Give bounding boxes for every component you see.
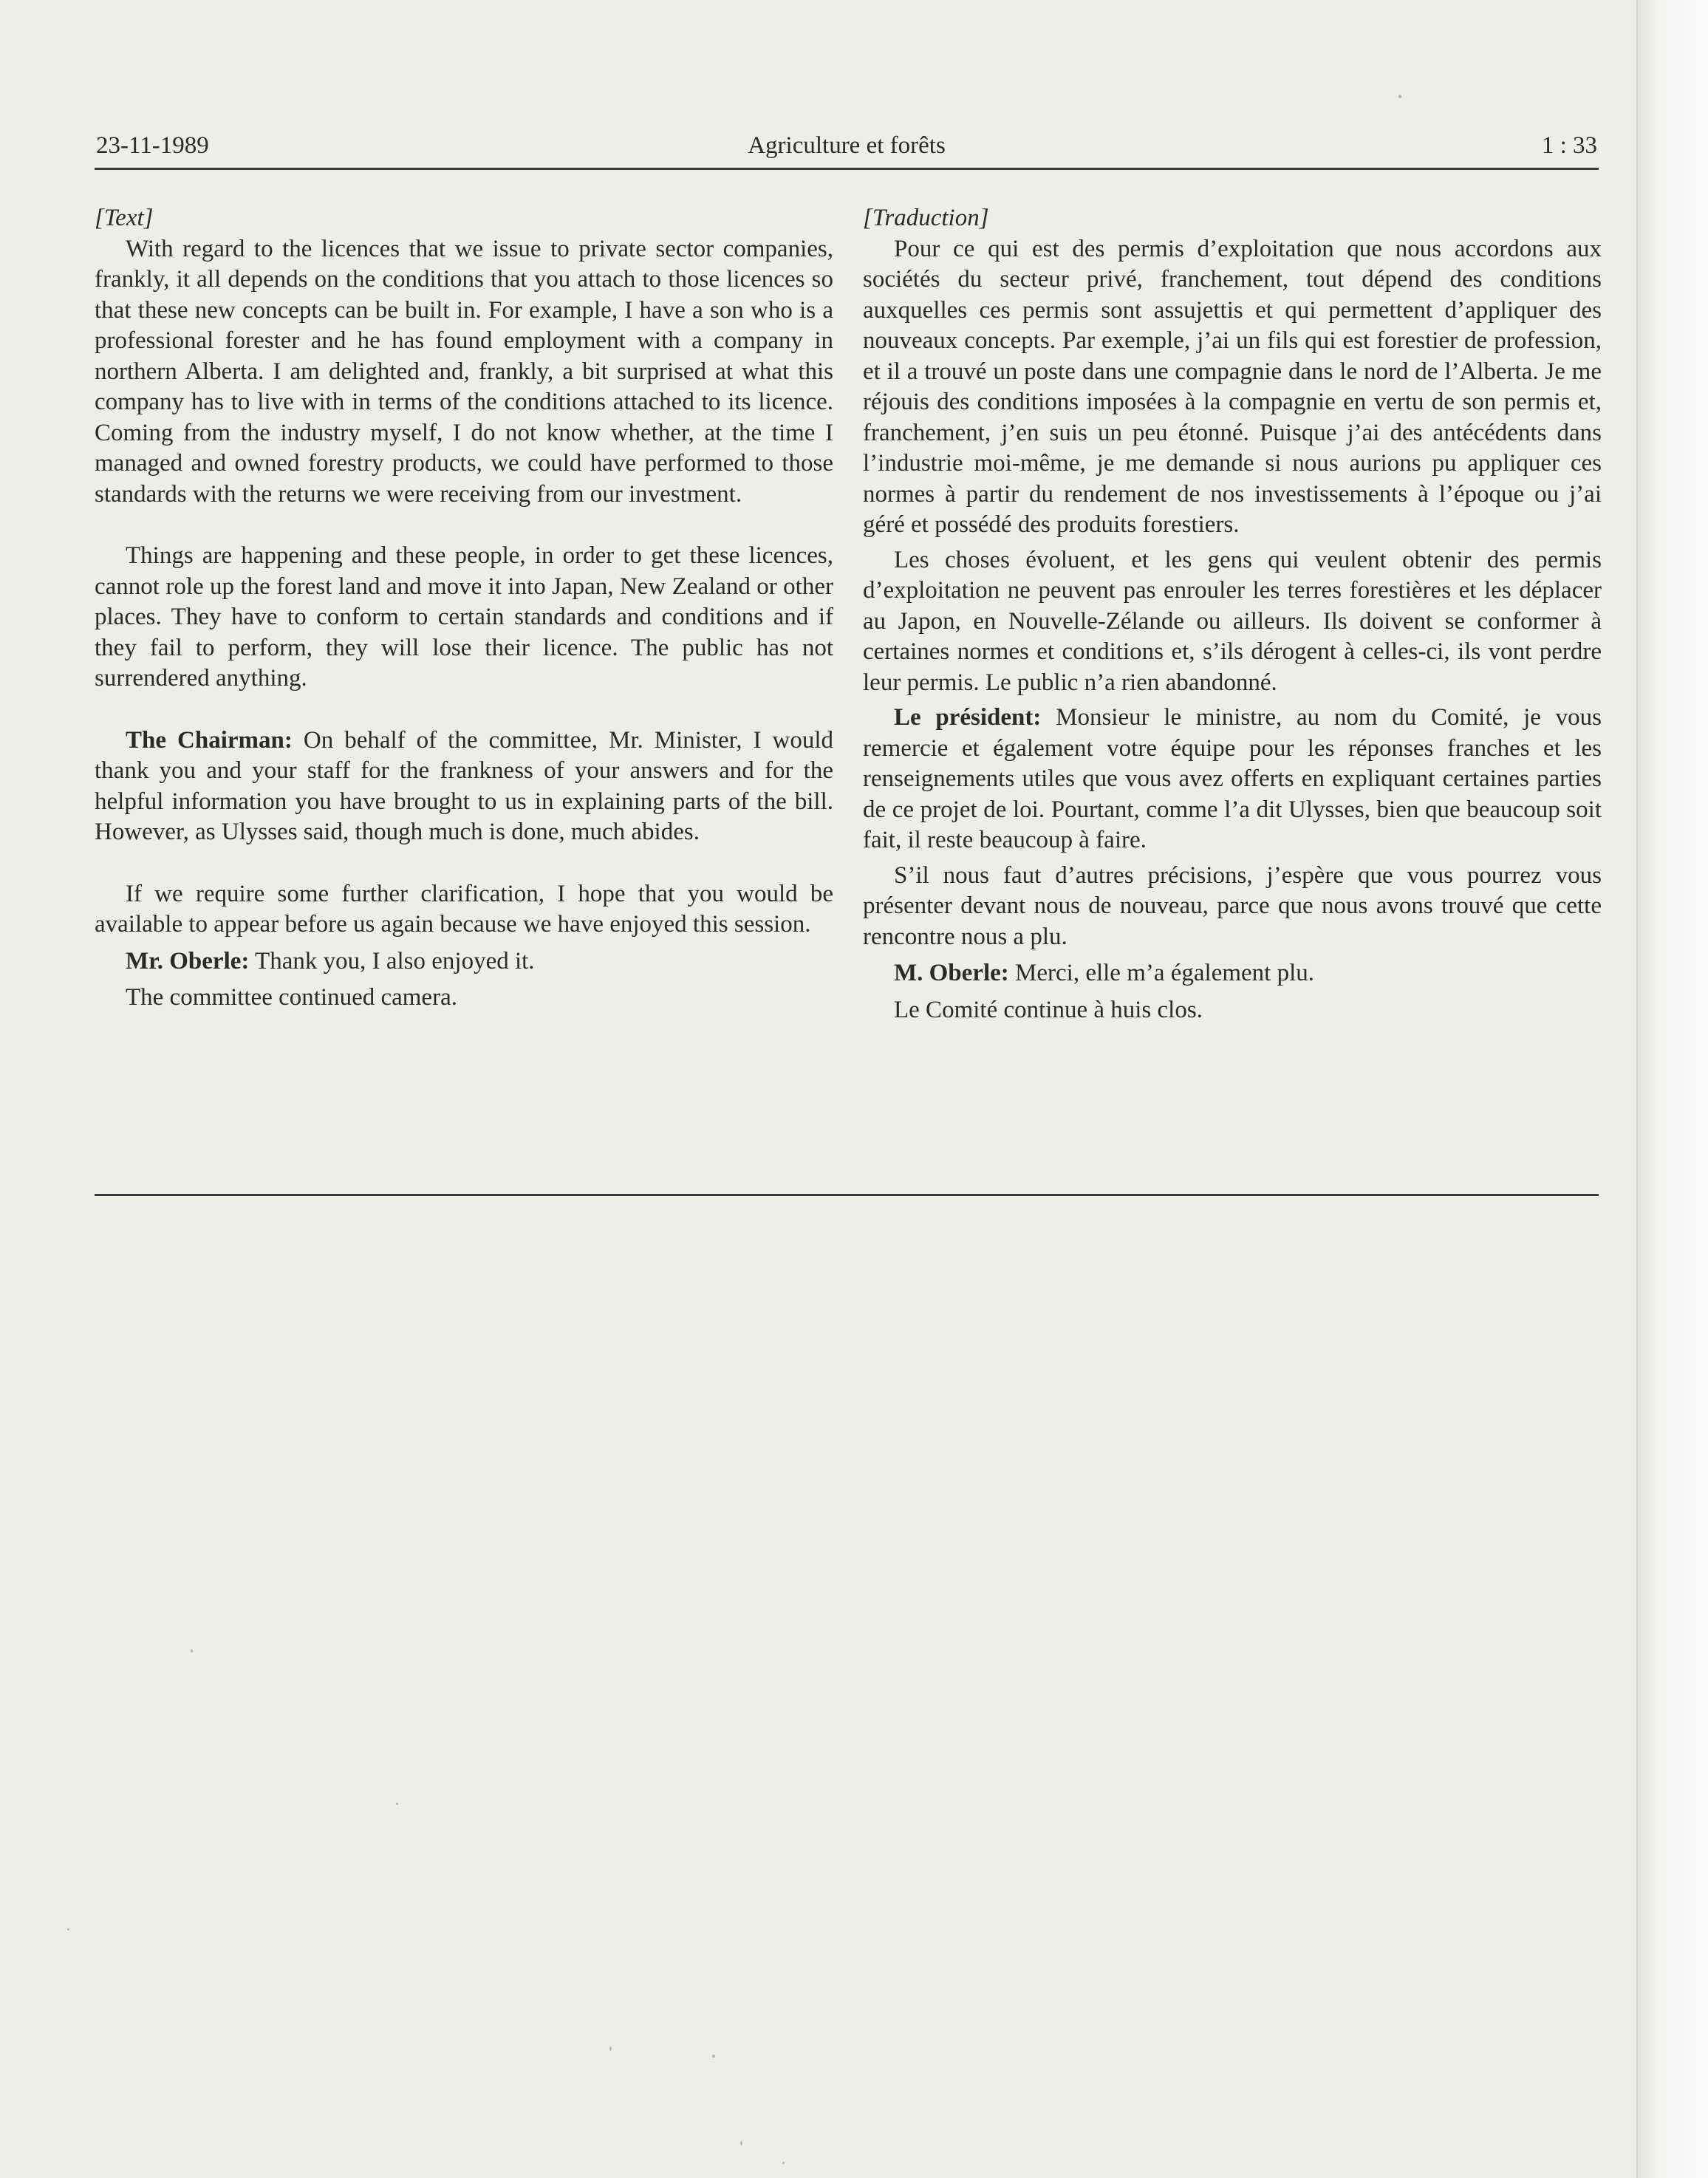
speaker-m-oberle: M. Oberle: [894,960,1009,986]
french-paragraph-3 [863,703,1602,856]
page-header [96,129,1597,166]
speaker-chairman: The Chairman: [126,726,293,754]
paper-speck [1398,95,1401,98]
section-label-text: [Text] [95,205,154,231]
paper-speck [67,1928,69,1930]
header-page-number: 1 : 33 [1541,132,1597,159]
english-column [95,203,833,1014]
english-paragraph-3 [95,726,833,848]
french-paragraph-6: Le Comité continue à huis clos. [894,996,1203,1023]
french-column [863,203,1602,1025]
section-label-text-value: Text [103,205,144,231]
english-paragraph-4: If we require some further clarification, I hope that you would be available to appear before us again because we have enjoyed this session. [95,880,833,938]
speaker-oberle: Mr. Oberle: [126,947,250,974]
french-paragraph-1: Pour ce qui est des permis d’exploitation que nous accordons aux sociétés du secteur privé, franchement, tout dépend des conditions auxquelles ces permis sont assujettis et qui permettent d’appliquer des nouveaux concepts. Par exemple, j’ai un fils qui est forestier de profession, et il a trouvé un poste dans une compagnie dans le nord de l’Alberta. Je me réjouis des conditions imposées à la compagnie en vertu de son permis et, franchement, j’en suis un peu étonné. Puisque j’ai des antécédents dans l’industrie moi-même, je me demande si nous aurions pu appliquer ces normes à partir du rendement de nos investissements à l’époque ou j’ai géré et possédé des produits forestiers. [863,235,1602,538]
paper-speck [191,1649,193,1653]
header-date: 23-11-1989 [96,132,209,159]
paper-speck [712,2055,715,2058]
speaker-president: Le président: [894,704,1042,731]
english-paragraph-5-text: Thank you, I also enjoyed it. [255,947,535,974]
english-paragraph-3-text: On behalf of the committee, Mr. Minister, I would thank you and your staff for the frankness of your answers and for the helpful information you have brought to us in explaining parts of the bill. However, as Ulysses said, though much is done, much abides. [95,726,834,845]
french-paragraph-5 [863,958,1602,989]
english-paragraph-1: With regard to the licences that we issue to private sector companies, frankly, it all depends on the conditions that you attach to those licences so that these new concepts can be built in. For example, I have a son who is a professional forester and he has found employment with a company in northern Alberta. I am delighted and, frankly, a bit surprised at what this company has to live with in terms of the conditions attached to its licence. Coming from the industry myself, I do not know whether, at the time I managed and owned forestry products, we could have performed to those standards with the returns we were receiving from our investment. [95,235,833,508]
header-rule [95,168,1599,170]
french-paragraph-2: Les choses évoluent, et les gens qui veulent obtenir des permis d’exploitation ne peuvent pas enrouler les terres forestières et les déplacer au Japon, en Nouvelle-Zélande ou ailleurs. Ils doivent se conformer à certaines normes et conditions et, s’ils dérogent à celles-ci, ils vont perdre leur permis. Le public n’a rien abandonné. [863,546,1602,696]
paper-speck [740,2141,742,2145]
paper-speck [782,2162,785,2164]
section-label-traduction-value: Traduction [872,205,980,231]
french-paragraph-3-text: Monsieur le ministre, au nom du Comité, je vous remercie et également votre équipe pour les réponses franches et les renseignements utiles que vous avez offerts en expliquant certaines parties de ce projet de loi. Pourtant, comme l’a dit Ulysses, bien que beaucoup soit fait, il reste beaucoup à faire. [863,704,1602,853]
english-paragraph-5 [95,946,833,977]
french-paragraph-4: S’il nous faut d’autres précisions, j’espère que vous pourrez vous présenter devant nous de nouveau, parce que nous avons trouvé que cette rencontre nous a plu. [863,861,1602,950]
english-paragraph-6: The committee continued camera. [126,984,457,1011]
paper-speck [609,2046,612,2051]
french-paragraph-5-text: Merci, elle m’a également plu. [1015,960,1315,986]
english-paragraph-2: Things are happening and these people, in order to get these licences, cannot role up the forest land and move it into Japan, New Zealand or other places. They have to conform to certain standards and conditions and if they fail to perform, they will lose their licence. The public has not surrendered anything. [95,542,833,692]
footer-rule [95,1194,1599,1196]
section-label-traduction: [Traduction] [863,205,989,231]
paper-speck [396,1803,398,1805]
header-title: Agriculture et forêts [748,132,946,159]
page-margin-shadow [1638,0,1708,2178]
